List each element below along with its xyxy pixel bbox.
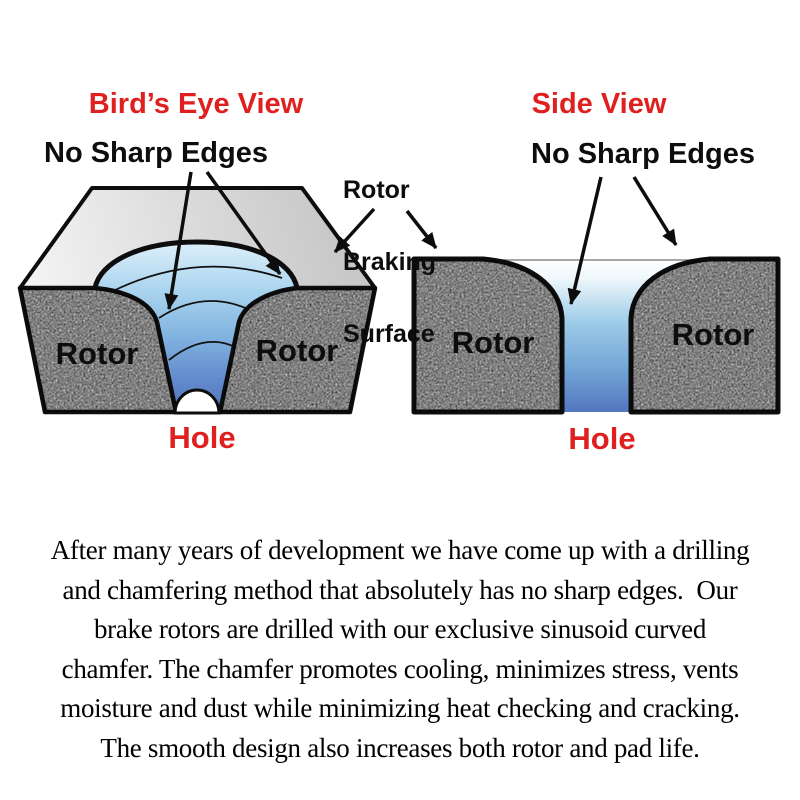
description-line: chamfer. The chamfer promotes cooling, minimizes stress, vents xyxy=(61,653,739,684)
arrow-no-sharp-right-b xyxy=(634,177,676,245)
rotor-braking-surface-label xyxy=(343,130,436,394)
rotor-label-birdseye-right: Rotor xyxy=(255,333,339,368)
description-line: After many years of development we have come up with a drilling xyxy=(50,535,750,565)
description-line: and chamfering method that absolutely has no sharp edges. Our xyxy=(62,574,738,605)
rotor-braking-surface-line3: Surface xyxy=(343,320,435,348)
description-paragraph xyxy=(0,531,800,768)
birds-eye-view-title: Bird’s Eye View xyxy=(88,88,304,120)
no-sharp-edges-label-left: No Sharp Edges xyxy=(44,137,268,169)
rotor-braking-surface-line2: Braking xyxy=(343,248,437,276)
rotor-label-sideview-left: Rotor xyxy=(451,325,535,360)
description-line: brake rotors are drilled with our exclusive sinusoid curved xyxy=(93,614,707,644)
description-line: The smooth design also increases both rotor and pad life. xyxy=(100,732,700,763)
description-line: moisture and dust while minimizing heat checking and cracking. xyxy=(60,693,740,723)
rotor-label-sideview-right: Rotor xyxy=(671,317,755,352)
rotor-label-birdseye-left: Rotor xyxy=(55,336,139,371)
hole-label-birdseye: Hole xyxy=(168,420,236,455)
rotor-braking-surface-line1: Rotor xyxy=(343,176,410,204)
hole-label-sideview: Hole xyxy=(568,421,636,456)
no-sharp-edges-label-right: No Sharp Edges xyxy=(531,138,755,170)
side-view-title: Side View xyxy=(531,88,667,120)
